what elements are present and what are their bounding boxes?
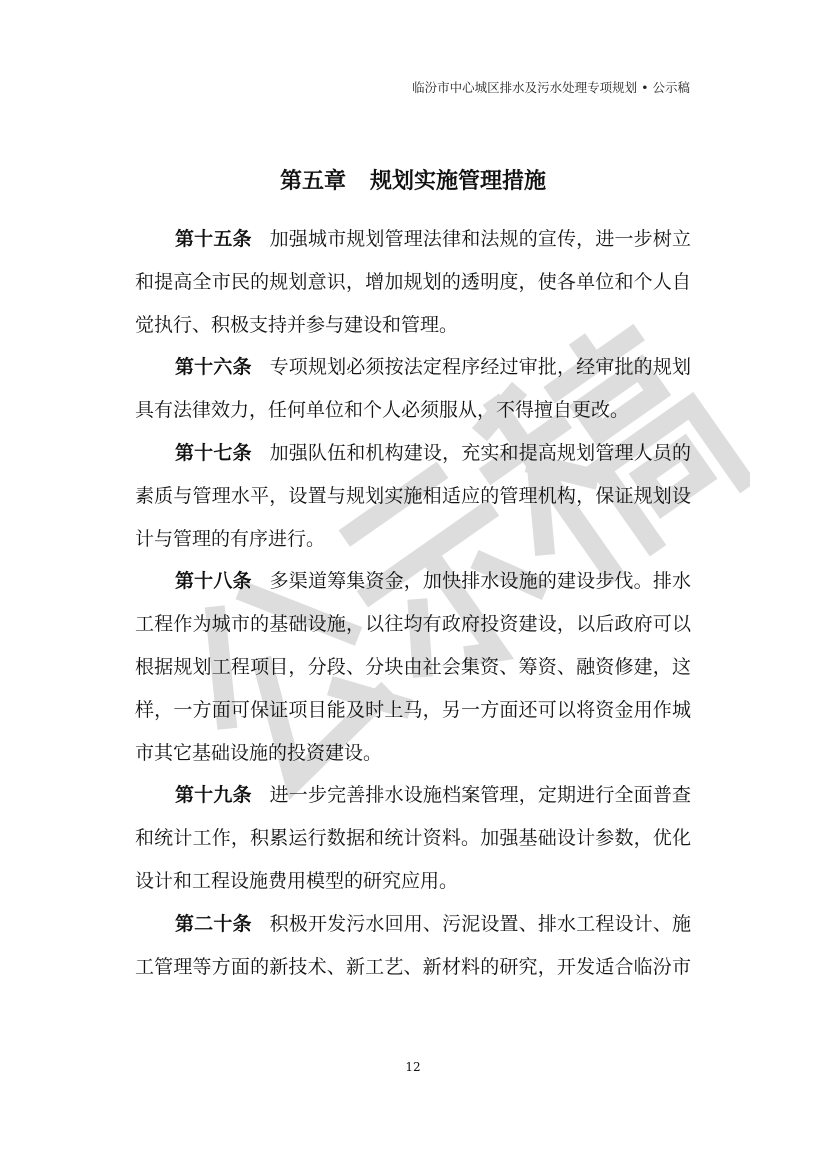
article-label: 第十八条 (175, 570, 252, 593)
article-label: 第十六条 (175, 356, 252, 379)
text-line (135, 218, 691, 261)
text-line (135, 817, 691, 860)
text-line (135, 346, 691, 389)
text-line (135, 732, 691, 775)
article-label: 第十九条 (175, 784, 252, 807)
article-paragraph (135, 218, 691, 346)
text-line (135, 903, 691, 946)
text-line (135, 304, 691, 347)
text-line (135, 261, 691, 304)
running-header: 临汾市中心城区排水及污水处理专项规划 • 公示稿 (412, 80, 690, 95)
text-line (135, 603, 691, 646)
article-body (135, 218, 691, 988)
text-line (135, 774, 691, 817)
article-text: 加强队伍和机构建设，充实和提高规划管理人员的 (269, 441, 691, 464)
article-text: 工程作为城市的基础设施，以往均有政府投资建设，以后政府可以 (135, 613, 691, 636)
text-line (135, 860, 691, 903)
article-text: 多渠道筹集资金，加快排水设施的建设步伐。排水 (269, 570, 691, 593)
article-paragraph (135, 560, 691, 774)
article-label: 第二十条 (175, 912, 252, 935)
article-text: 进一步完善排水设施档案管理，定期进行全面普查 (269, 784, 691, 807)
article-paragraph (135, 346, 691, 432)
article-text: 设计和工程设施费用模型的研究应用。 (135, 869, 459, 892)
article-text: 具有法律效力，任何单位和个人必须服从，不得擅自更改。 (135, 399, 630, 422)
article-text: 和统计工作，积累运行数据和统计资料。加强基础设计参数，优化 (135, 827, 691, 850)
text-line (135, 646, 691, 689)
article-label: 第十五条 (175, 228, 252, 250)
chapter-title (0, 164, 826, 195)
text-line (135, 560, 691, 603)
page-number: 12 (405, 1060, 421, 1074)
article-text: 素质与管理水平，设置与规划实施相适应的管理机构，保证规划设 (135, 484, 691, 507)
text-line (135, 475, 691, 518)
article-paragraph (135, 903, 691, 989)
article-text: 觉执行、积极支持并参与建设和管理。 (135, 313, 459, 336)
chapter-name: 规划实施管理措施 (370, 169, 547, 194)
article-paragraph (135, 774, 691, 902)
article-text: 加强城市规划管理法律和法规的宣传，进一步树立 (269, 228, 691, 250)
article-text: 积极开发污水回用、污泥设置、排水工程设计、施 (269, 912, 691, 935)
article-text: 市其它基础设施的投资建设。 (135, 741, 383, 764)
article-text: 专项规划必须按法定程序经过审批，经审批的规划 (269, 356, 691, 379)
article-label: 第十七条 (175, 441, 252, 464)
chapter-number: 第五章 (279, 169, 346, 194)
article-paragraph (135, 432, 691, 560)
text-line (135, 518, 691, 561)
article-text: 样，一方面可保证项目能及时上马，另一方面还可以将资金用作城 (135, 698, 691, 721)
article-text: 计与管理的有序进行。 (135, 527, 326, 550)
article-text: 和提高全市民的规划意识，增加规划的透明度，使各单位和个人自 (135, 270, 691, 293)
text-line (135, 689, 691, 732)
article-text: 工管理等方面的新技术、新工艺、新材料的研究，开发适合临汾市 (135, 955, 691, 978)
text-line (135, 389, 691, 432)
article-text: 根据规划工程项目，分段、分块由社会集资、筹资、融资修建，这 (135, 655, 691, 678)
text-line (135, 946, 691, 989)
text-line (135, 432, 691, 475)
